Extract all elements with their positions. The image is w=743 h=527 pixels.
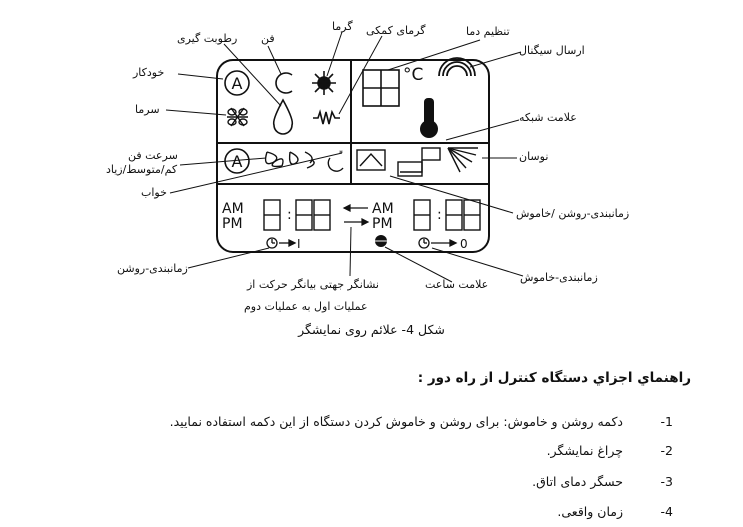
list-item	[170, 414, 673, 429]
celsius-unit: °C	[403, 65, 424, 85]
label-aux-heat: گرمای کمکی	[366, 24, 426, 37]
auto-mode-icon	[225, 71, 249, 95]
label-heat: گرما	[332, 20, 353, 33]
section-heading: راهنماي اجزاي دستگاه کنترل از راه دور :	[417, 370, 691, 386]
cool-snowflake-icon	[227, 108, 248, 126]
swing-icon	[398, 148, 478, 176]
list-item-text: دکمه روشن و خاموش: برای روشن و خاموش کردن دستگاه از این دکمه استفاده نمایید.	[169, 414, 624, 429]
timer-digits-left	[264, 200, 330, 230]
sleep-moon-icon	[328, 149, 343, 171]
temperature-digits	[363, 70, 399, 106]
label-fan: فن	[261, 32, 275, 45]
aux-heat-icon	[313, 112, 340, 124]
list-item-number: 2-	[660, 443, 673, 458]
label-timer-on: زمانبندی-روشن	[117, 262, 188, 275]
label-timer-on-off: زمانبندی-روشن /خاموش	[516, 207, 630, 220]
thermometer-icon	[420, 98, 438, 138]
fan-speed-letter: A	[231, 152, 243, 171]
auto-letter: A	[231, 74, 243, 93]
clock-icon	[375, 235, 387, 247]
label-fan-speed-1: سرعت فن	[128, 149, 178, 162]
fan-icon	[276, 73, 292, 93]
timer-digits-right	[414, 200, 480, 230]
label-direction-2: عملیات اول به عملیات دوم	[244, 300, 368, 313]
list-item	[532, 474, 673, 489]
list-item-text: چراغ نمایشگر.	[546, 443, 624, 458]
on-mark: I	[297, 237, 301, 251]
label-timer-off: زمانبندی-خاموش	[520, 271, 598, 284]
svg-text:*: *	[339, 149, 343, 158]
list-item	[547, 443, 673, 458]
timer-on-icon	[267, 237, 301, 251]
list-item	[557, 504, 673, 519]
label-cool: سرما	[135, 103, 160, 116]
label-sleep: خواب	[141, 186, 167, 199]
pm-right: PM	[372, 216, 393, 232]
am-left: AM	[222, 201, 244, 217]
humidity-drop-icon	[274, 100, 293, 134]
colon-right: :	[437, 207, 442, 223]
list-item-text: حسگر دمای اتاق.	[532, 474, 624, 489]
label-fan-speed-2: کم/متوسط/زیاد	[106, 163, 178, 176]
am-right: AM	[372, 201, 394, 217]
timer-off-icon	[419, 237, 468, 251]
list-item-number: 3-	[660, 474, 673, 489]
label-humidity: رطوبت گیری	[177, 32, 238, 45]
colon-left: :	[287, 207, 292, 223]
figure-caption: شکل 4- علائم روی نمایشگر	[298, 322, 445, 337]
label-signal: ارسال سیگنال	[519, 44, 585, 57]
list-item-text: زمان واقعی.	[557, 504, 624, 519]
heat-sun-icon	[312, 71, 336, 95]
label-auto: خودکار	[133, 66, 165, 79]
label-network: علامت شبکه	[519, 111, 577, 124]
pm-left: PM	[222, 216, 243, 232]
list-item-number: 1-	[660, 414, 673, 429]
network-icon	[357, 150, 385, 170]
off-mark: 0	[460, 237, 468, 251]
direction-arrows	[344, 205, 368, 225]
list-item-number: 4-	[660, 504, 673, 519]
label-temp-set: تنظیم دما	[466, 25, 510, 38]
label-swing: نوسان	[519, 150, 549, 163]
label-direction-1: نشانگر جهتی بیانگر حرکت از	[247, 278, 379, 291]
label-clock: علامت ساعت	[425, 278, 489, 291]
